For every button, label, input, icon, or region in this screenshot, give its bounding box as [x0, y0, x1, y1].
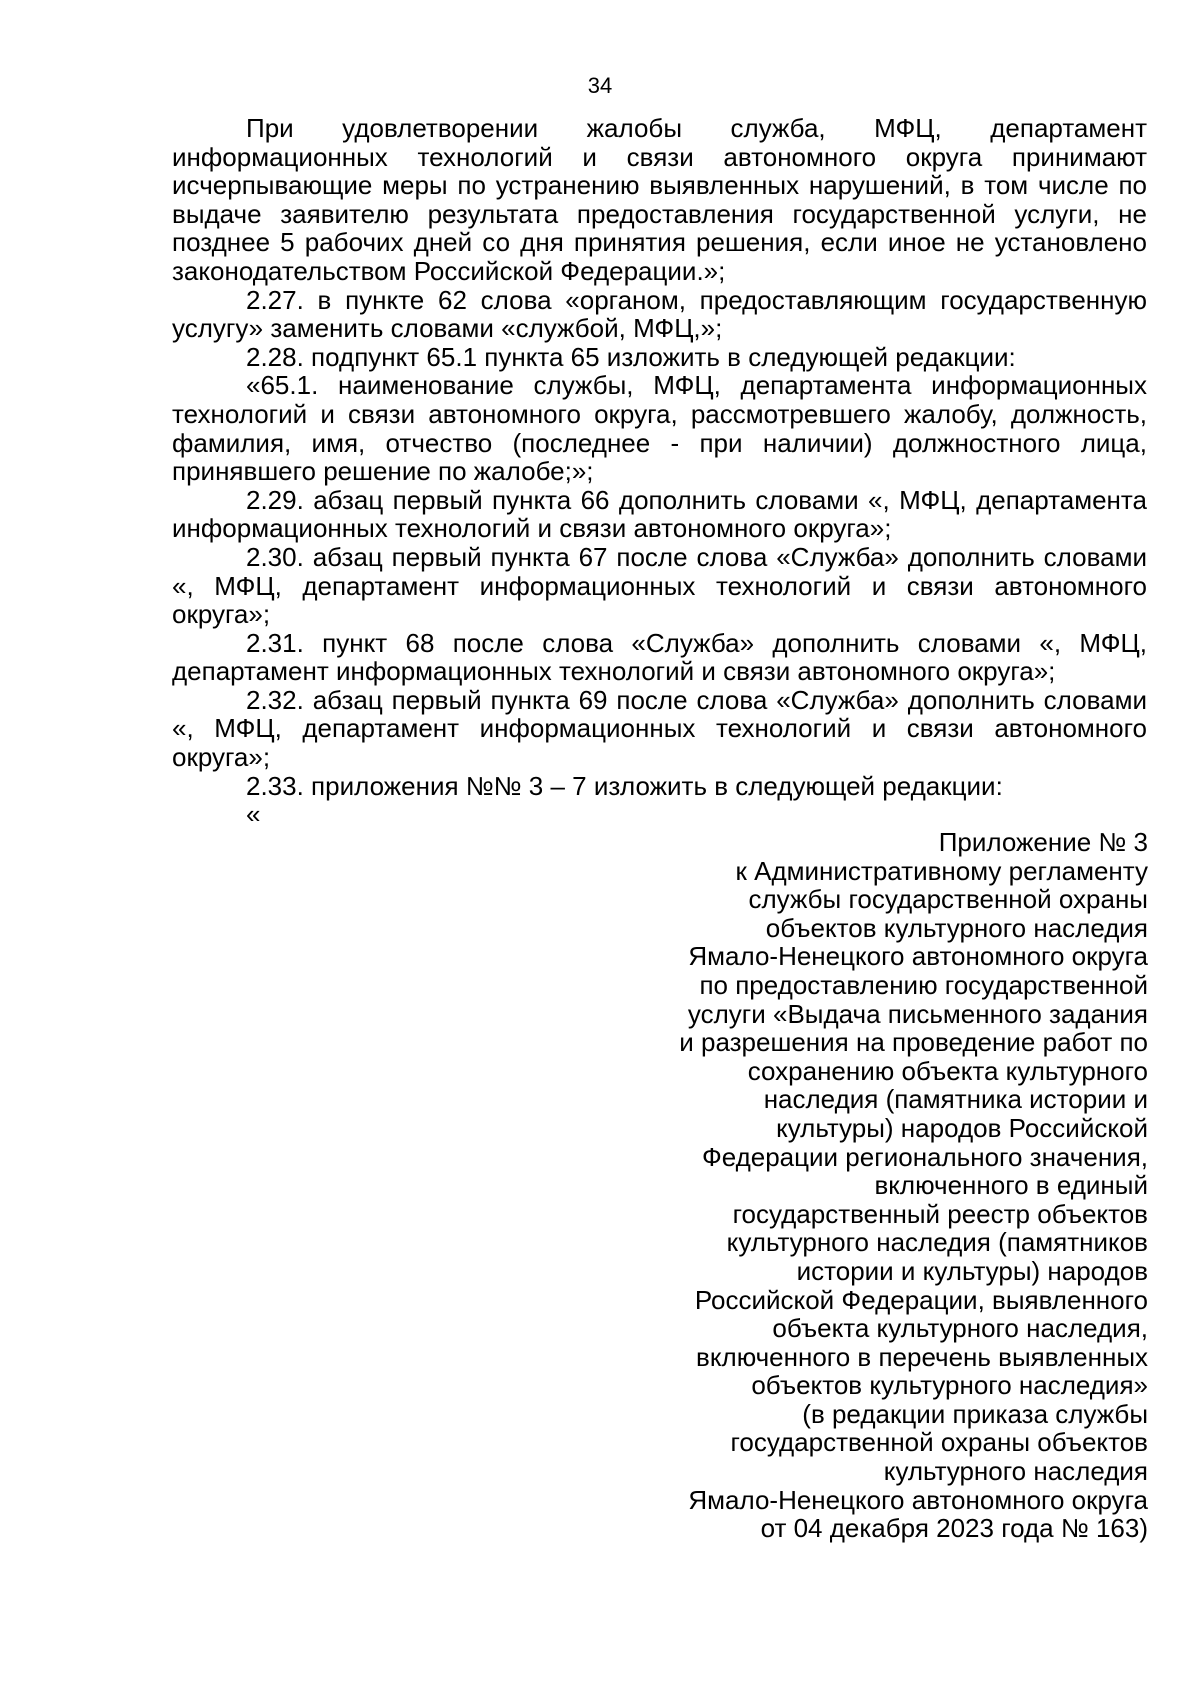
page-number: 34	[587, 73, 613, 98]
paragraph-2-27: 2.27. в пункте 62 слова «органом, предоставляющим государственную услугу» заменить словами «службой, МФЦ,»;	[172, 284, 1147, 344]
appendix-line: включенного в единый	[874, 1170, 1148, 1201]
appendix-line: наследия (памятника истории и	[763, 1084, 1148, 1115]
appendix-line: объекта культурного наследия,	[772, 1313, 1148, 1344]
appendix-line: включенного в перечень выявленных	[696, 1341, 1148, 1372]
opening-quote-mark: «	[246, 799, 261, 830]
paragraph-complaint-satisfaction: При удовлетворении жалобы служба, МФЦ, департамент информационных технологий и связи автономного округа принимают исчерпывающие меры по устранению выявленных нарушений, в том числе по выдаче заявителю результата предоставления государственной услуги, не позднее 5 рабочих дней со дня принятия решения, если иное не установлено законодательством Российской Федерации.»;	[172, 113, 1147, 286]
appendix-line: Федерации регионального значения,	[701, 1141, 1148, 1172]
appendix-header	[628, 828, 1148, 1543]
paragraph-2-31: 2.31. пункт 68 после слова «Служба» дополнить словами «, МФЦ, департамент информационных технологий и связи автономного округа»;	[172, 627, 1147, 687]
paragraph-2-32: 2.32. абзац первый пункта 69 после слова «Служба» дополнить словами «, МФЦ, департамент информационных технологий и связи автономного округа»;	[172, 684, 1147, 773]
appendix-line: от 04 декабря 2023 года № 163)	[760, 1513, 1148, 1544]
paragraph-2-29: 2.29. абзац первый пункта 66 дополнить словами «, МФЦ, департамента информационных технологий и связи автономного округа»;	[172, 484, 1147, 544]
appendix-line: сохранению объекта культурного	[747, 1055, 1148, 1086]
appendix-line: культурного наследия	[883, 1456, 1148, 1487]
appendix-line: службы государственной охраны	[748, 884, 1148, 915]
appendix-line: Приложение № 3	[938, 827, 1148, 857]
appendix-line: по предоставлению государственной	[699, 969, 1148, 1000]
appendix-line: услуги «Выдача письменного задания	[687, 998, 1148, 1029]
appendix-line: Российской Федерации, выявленного	[694, 1284, 1148, 1315]
paragraph-2-33: 2.33. приложения №№ 3 – 7 изложить в следующей редакции:	[246, 770, 1003, 801]
appendix-line: объектов культурного наследия»	[751, 1370, 1148, 1401]
appendix-line: государственной охраны объектов	[730, 1427, 1148, 1458]
appendix-line: Ямало-Ненецкого автономного округа	[688, 1484, 1148, 1515]
paragraph-2-28: 2.28. подпункт 65.1 пункта 65 изложить в следующей редакции:	[246, 341, 1016, 372]
paragraph-65-1: «65.1. наименование службы, МФЦ, департамента информационных технологий и связи автономного округа, рассмотревшего жалобу, должность, фамилия, имя, отчество (последнее - при наличии) должностного лица, принявшего решение по жалобе;»;	[172, 370, 1147, 487]
appendix-line: Ямало-Ненецкого автономного округа	[688, 941, 1148, 972]
appendix-line: и разрешения на проведение работ по	[679, 1027, 1148, 1058]
appendix-line: культуры) народов Российской	[776, 1112, 1148, 1143]
appendix-line: культурного наследия (памятников	[726, 1227, 1148, 1258]
appendix-line: государственный реестр объектов	[732, 1198, 1148, 1229]
appendix-line: (в редакции приказа службы	[802, 1398, 1148, 1429]
paragraph-2-30: 2.30. абзац первый пункта 67 после слова «Служба» дополнить словами «, МФЦ, департамент информационных технологий и связи автономного округа»;	[172, 541, 1147, 630]
appendix-line: объектов культурного наследия	[765, 912, 1148, 943]
appendix-line: к Административному регламенту	[735, 855, 1148, 886]
appendix-line: истории и культуры) народов	[796, 1255, 1148, 1286]
document-body	[172, 114, 1147, 829]
